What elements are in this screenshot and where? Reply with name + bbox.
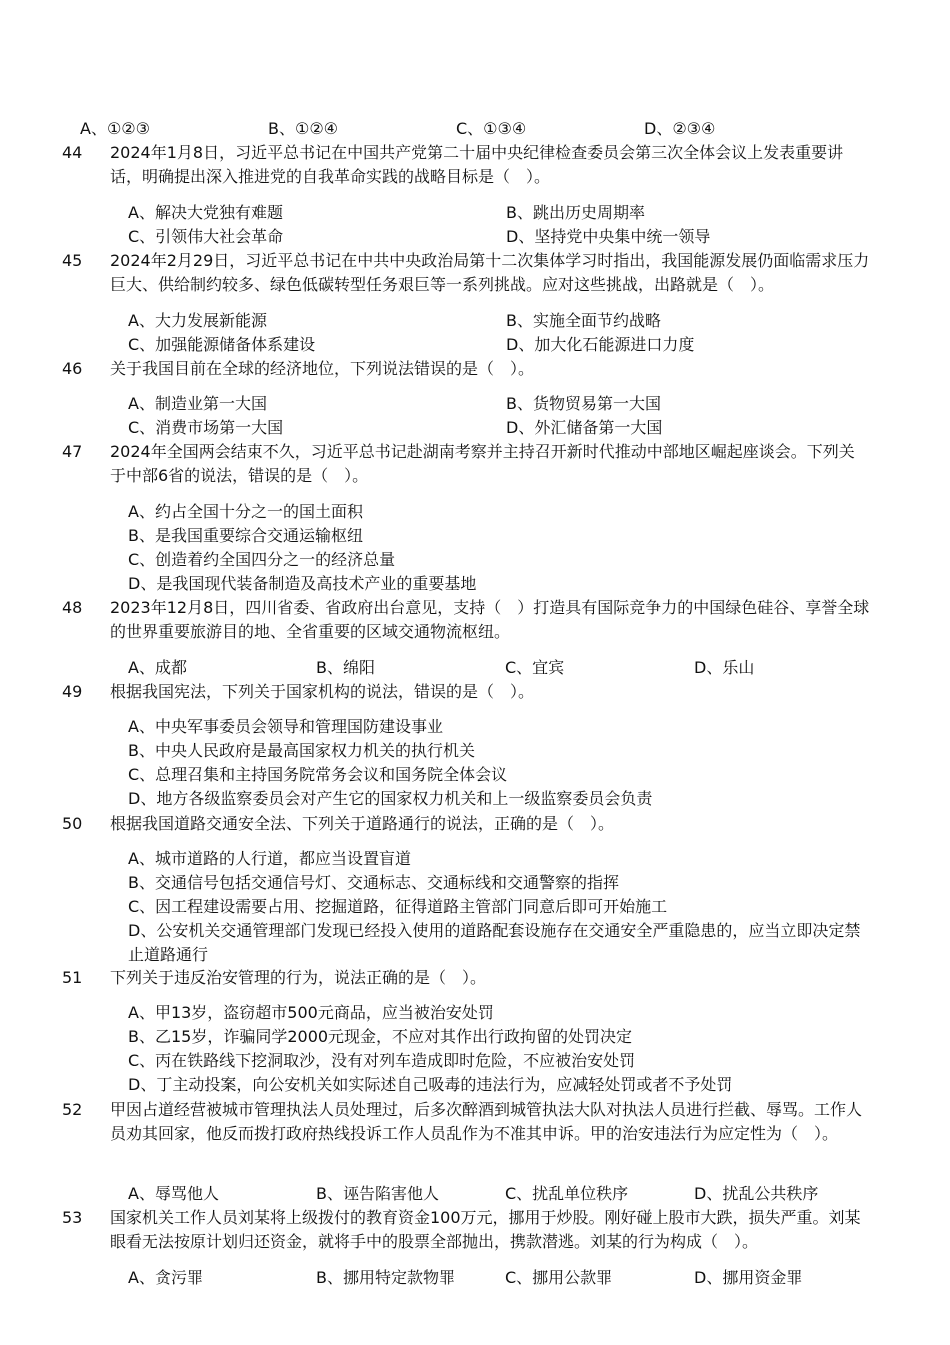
- option-d: D、挪用资金罪: [694, 1268, 803, 1287]
- option-d: D、地方各级监察委员会对产生它的国家权力机关和上一级监察委员会负责: [128, 789, 653, 808]
- question-text: 根据我国道路交通安全法、下列关于道路通行的说法，正确的是（ ）。: [110, 814, 615, 833]
- option-b: B、实施全面节约战略: [506, 311, 661, 330]
- question-number: 51: [62, 968, 83, 987]
- option-d: D、扰乱公共秩序: [694, 1184, 819, 1203]
- question-text: 2024年1月8日，习近平总书记在中国共产党第二十届中央纪律检查委员会第三次全体会议上发表重要讲话，明确提出深入推进党的自我革命实践的战略目标是（ ）。: [110, 143, 844, 186]
- question-50: [0, 812, 950, 968]
- question-text: 甲因占道经营被城市管理执法人员处理过，后多次醉酒到城管执法大队对执法人员进行拦截、辱骂。工作人员劝其回家，他反而拨打政府热线投诉工作人员乱作为不准其申诉。甲的治安违法行为应定性为（ ）。: [110, 1100, 863, 1143]
- question-number: 46: [62, 359, 83, 378]
- option-a: A、大力发展新能源: [128, 311, 267, 330]
- option-b: B、跳出历史周期率: [506, 203, 645, 222]
- question-51: [0, 966, 950, 1100]
- question-44: [0, 141, 950, 251]
- option-a: A、成都: [128, 658, 187, 677]
- question-text: 2024年2月29日，习近平总书记在中共中央政治局第十二次集体学习时指出，我国能源发展仍面临需求压力巨大、供给制约较多、绿色低碳转型任务艰巨等一系列挑战。应对这些挑战，出路就是（ ）。: [110, 251, 870, 294]
- question-number: 49: [62, 682, 83, 701]
- question-number: 48: [62, 598, 83, 617]
- question-46: [0, 357, 950, 441]
- option-d: D、是我国现代装备制造及高技术产业的重要基地: [128, 574, 477, 593]
- option-d: D、加大化石能源进口力度: [506, 335, 695, 354]
- question-text: 关于我国目前在全球的经济地位，下列说法错误的是（ ）。: [110, 359, 535, 378]
- option-c: C、总理召集和主持国务院常务会议和国务院全体会议: [128, 765, 508, 784]
- question-number: 45: [62, 251, 83, 270]
- option-c: C、扰乱单位秩序: [505, 1184, 629, 1203]
- q43-option-b: B、①②④: [268, 119, 339, 138]
- q43-option-c: C、①③④: [456, 119, 527, 138]
- question-52: [0, 1098, 950, 1208]
- option-d: D、丁主动投案，向公安机关如实际述自己吸毒的违法行为，应减轻处罚或者不予处罚: [128, 1075, 733, 1094]
- option-c: C、引领伟大社会革命: [128, 227, 284, 246]
- q43-option-d: D、②③④: [644, 119, 716, 138]
- question-49: [0, 680, 950, 814]
- option-a: A、城市道路的人行道，都应当设置盲道: [128, 849, 411, 868]
- option-b: B、交通信号包括交通信号灯、交通标志、交通标线和交通警察的指挥: [128, 873, 619, 892]
- question-number: 50: [62, 814, 83, 833]
- question-text: 2024年全国两会结束不久，习近平总书记赴湖南考察并主持召开新时代推动中部地区崛起座谈会。下列关于中部6省的说法，错误的是（ ）。: [110, 442, 855, 485]
- option-b: B、是我国重要综合交通运输枢纽: [128, 526, 363, 545]
- question-45: [0, 249, 950, 359]
- question-text: 2023年12月8日，四川省委、省政府出台意见，支持（ ）打造具有国际竞争力的中国绿色硅谷、享誉全球的世界重要旅游目的地、全省重要的区域交通物流枢纽。: [110, 598, 870, 641]
- option-c: C、因工程建设需要占用、挖掘道路，征得道路主管部门同意后即可开始施工: [128, 897, 668, 916]
- option-a: A、解决大党独有难题: [128, 203, 283, 222]
- question-text: 国家机关工作人员刘某将上级拨付的教育资金100万元，挪用于炒股。刚好碰上股市大跌，损失严重。刘某眼看无法按原计划归还资金，就将手中的股票全部抛出，携款潜逃。刘某的行为构成（ ）。: [110, 1208, 861, 1251]
- question-number: 44: [62, 143, 83, 162]
- option-a: A、制造业第一大国: [128, 394, 267, 413]
- question-number: 47: [62, 442, 83, 461]
- option-a: A、贪污罪: [128, 1268, 203, 1287]
- option-a: A、甲13岁，盗窃超市500元商品，应当被治安处罚: [128, 1003, 494, 1022]
- question-number: 53: [62, 1208, 83, 1227]
- option-b: B、诬告陷害他人: [316, 1184, 439, 1203]
- option-c: C、挪用公款罪: [505, 1268, 613, 1287]
- question-text: 下列关于违反治安管理的行为，说法正确的是（ ）。: [110, 968, 487, 987]
- option-b: B、乙15岁，诈骗同学2000元现金，不应对其作出行政拘留的处罚决定: [128, 1027, 633, 1046]
- option-a: A、中央军事委员会领导和管理国防建设事业: [128, 717, 443, 736]
- question-47: [0, 440, 950, 598]
- option-d: D、乐山: [694, 658, 755, 677]
- q43-options: [0, 117, 950, 141]
- question-number: 52: [62, 1100, 83, 1119]
- option-b: B、挪用特定款物罪: [316, 1268, 455, 1287]
- option-d: D、公安机关交通管理部门发现已经投入使用的道路配套设施存在交通安全严重隐患的，应当立即决定禁止道路通行: [128, 921, 861, 964]
- q43-option-a: A、①②③: [80, 119, 150, 138]
- option-d: D、外汇储备第一大国: [506, 418, 663, 437]
- option-b: B、绵阳: [316, 658, 375, 677]
- question-53: [0, 1206, 950, 1292]
- option-b: B、货物贸易第一大国: [506, 394, 661, 413]
- option-c: C、消费市场第一大国: [128, 418, 284, 437]
- option-c: C、丙在铁路线下挖洞取沙，没有对列车造成即时危险，不应被治安处罚: [128, 1051, 636, 1070]
- option-a: A、辱骂他人: [128, 1184, 219, 1203]
- option-c: C、宜宾: [505, 658, 565, 677]
- option-d: D、坚持党中央集中统一领导: [506, 227, 711, 246]
- option-a: A、约占全国十分之一的国土面积: [128, 502, 363, 521]
- option-b: B、中央人民政府是最高国家权力机关的执行机关: [128, 741, 475, 760]
- option-c: C、加强能源储备体系建设: [128, 335, 316, 354]
- question-text: 根据我国宪法，下列关于国家机构的说法，错误的是（ ）。: [110, 682, 535, 701]
- option-c: C、创造着约全国四分之一的经济总量: [128, 550, 396, 569]
- question-48: [0, 596, 950, 680]
